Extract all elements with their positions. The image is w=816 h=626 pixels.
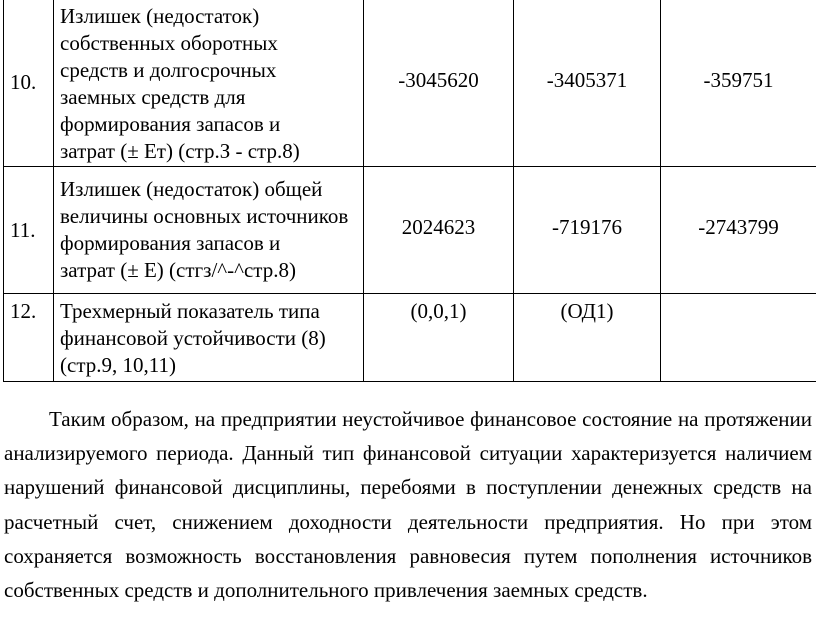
row-number: 12. [4, 294, 54, 382]
conclusion-paragraph: Таким образом, на предприятии неустойчивое финансовое состояние на протяжении анализируемого периода. Данный тип финансовой ситуации характеризуется наличием нарушений финансовой дисциплины, перебоями в поступлении денежных средств на расчетный счет, снижением доходности деятельности предприятия. Но при этом сохраняется возможность восстановления равновесия путем пополнения источников собственных средств и дополнительного привлечения заемных средств. [4, 407, 812, 603]
financial-stability-table [3, 0, 816, 382]
table-row [4, 294, 816, 382]
table-row [4, 0, 816, 167]
value-cell: -3045620 [364, 0, 514, 167]
value-cell: -719176 [514, 167, 661, 294]
value-cell [661, 294, 816, 382]
row-description: Излишек (недостаток) собственных оборотных средств и долгосрочных заемных средств для формирования запасов и затрат (± Ет) (стр.З - стр.8) [54, 0, 364, 167]
value-cell: -2743799 [661, 167, 816, 294]
value-cell: 2024623 [364, 167, 514, 294]
value-cell: (0,0,1) [364, 294, 514, 382]
value-cell: -3405371 [514, 0, 661, 167]
row-number: 11. [4, 167, 54, 294]
row-description: Излишек (недостаток) общей величины основных источников формирования запасов и затрат (± Е) (стгз/^-^стр.8) [54, 167, 364, 294]
value-cell: (ОД1) [514, 294, 661, 382]
table-row [4, 167, 816, 294]
row-description: Трехмерный показатель типа финансовой устойчивости (8) (стр.9, 10,11) [54, 294, 364, 382]
row-number: 10. [4, 0, 54, 167]
value-cell: -359751 [661, 0, 816, 167]
